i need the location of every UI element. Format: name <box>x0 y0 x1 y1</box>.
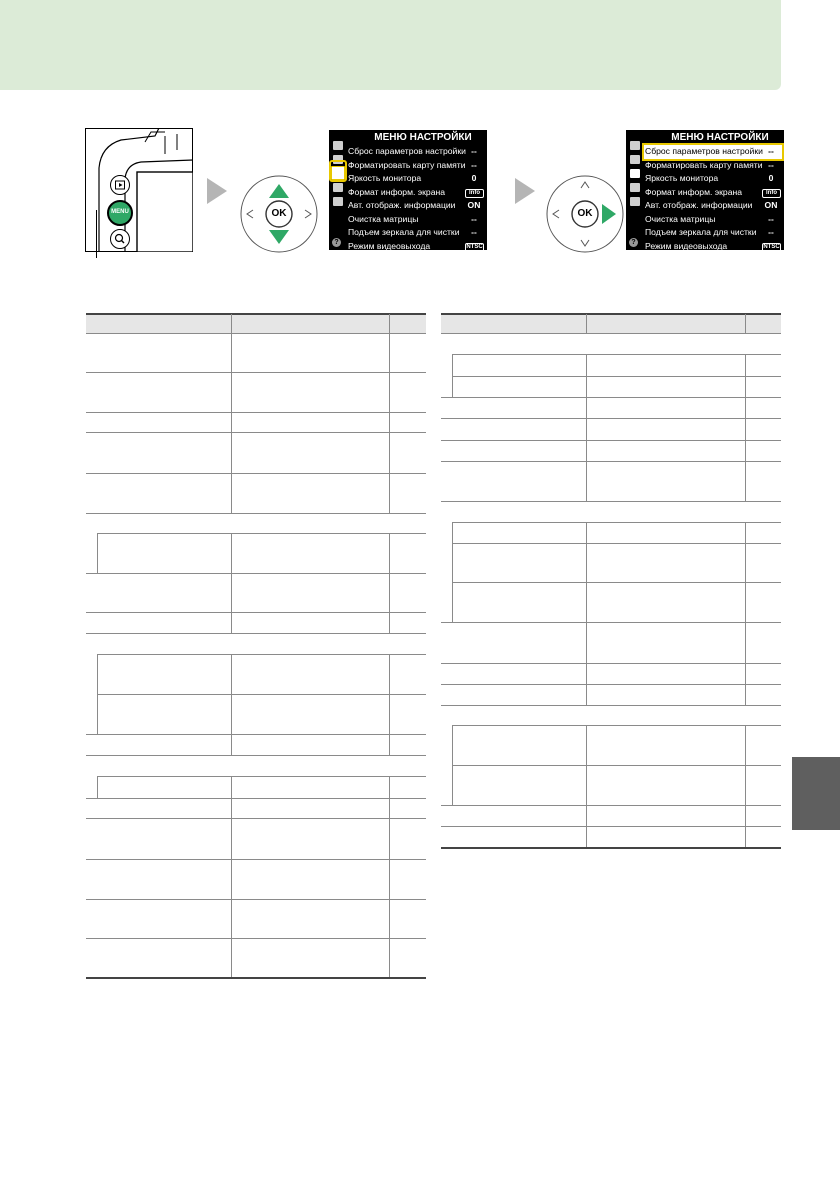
playback-button[interactable] <box>110 175 130 195</box>
shooting-tab-icon[interactable] <box>630 155 640 164</box>
recent-tab-icon[interactable] <box>333 197 343 206</box>
table-header <box>441 314 781 333</box>
zoom-button[interactable] <box>110 229 130 249</box>
ok-button-label: OK <box>577 208 593 219</box>
menu-item[interactable]: Режим видеовыхода NTSC <box>348 240 483 251</box>
setup-menu-screen-2 <box>626 130 784 250</box>
menu-item[interactable]: Очистка матрицы -- <box>348 213 477 224</box>
menu-item-selected[interactable]: Сброс параметров настройки -- <box>644 145 782 159</box>
menu-list <box>644 145 782 253</box>
menu-item[interactable]: Форматировать карту памяти -- <box>645 159 774 170</box>
section-tab <box>792 757 840 830</box>
table-header <box>86 314 426 333</box>
help-icon: ? <box>629 238 638 247</box>
menu-item[interactable]: Очистка матрицы -- <box>645 213 774 224</box>
playback-tab-icon[interactable] <box>333 141 343 150</box>
selection-frame <box>329 160 347 182</box>
playback-icon <box>111 176 129 194</box>
menu-title: МЕНЮ НАСТРОЙКИ <box>374 132 472 143</box>
playback-tab-icon[interactable] <box>630 141 640 150</box>
ok-button-label: OK <box>271 208 287 219</box>
menu-item[interactable]: Яркость монитора 0 <box>348 173 477 183</box>
retouch-tab-icon[interactable] <box>630 183 640 192</box>
menu-button[interactable] <box>107 200 133 226</box>
camera-back-illustration <box>85 128 193 252</box>
menu-item[interactable]: Авт. отображ. информации ON <box>645 200 778 210</box>
menu-item[interactable]: Подъем зеркала для чистки -- <box>645 227 774 237</box>
menu-item[interactable]: Формат информ. экрана Info <box>347 186 485 200</box>
menu-item[interactable]: Сброс параметров настройки -- <box>348 146 477 156</box>
header-band <box>0 0 781 90</box>
menu-tabs <box>331 133 345 247</box>
menu-item[interactable]: Форматировать карту памяти -- <box>348 159 477 170</box>
multi-selector-up-down[interactable] <box>239 174 319 254</box>
callout-line <box>96 210 97 258</box>
setup-tab-icon[interactable] <box>630 169 640 178</box>
zoom-icon <box>111 230 129 248</box>
menu-tabs <box>628 133 642 247</box>
retouch-tab-icon[interactable] <box>333 183 343 192</box>
menu-item[interactable]: Яркость монитора 0 <box>645 173 774 183</box>
menu-title: МЕНЮ НАСТРОЙКИ <box>671 132 769 143</box>
menu-list <box>347 145 485 253</box>
step-arrow-icon <box>207 178 227 204</box>
menu-item[interactable]: Авт. отображ. информации ON <box>348 200 481 210</box>
step-arrow-icon <box>515 178 535 204</box>
menu-button-label: MENU <box>111 209 129 215</box>
multi-selector-right[interactable] <box>545 174 625 254</box>
menu-item[interactable]: Подъем зеркала для чистки -- <box>348 227 477 237</box>
recent-tab-icon[interactable] <box>630 197 640 206</box>
setup-menu-screen-1 <box>329 130 487 250</box>
menu-item[interactable]: Режим видеовыхода NTSC <box>645 240 780 251</box>
help-icon: ? <box>332 238 341 247</box>
menu-item[interactable]: Формат информ. экрана Info <box>644 186 782 200</box>
